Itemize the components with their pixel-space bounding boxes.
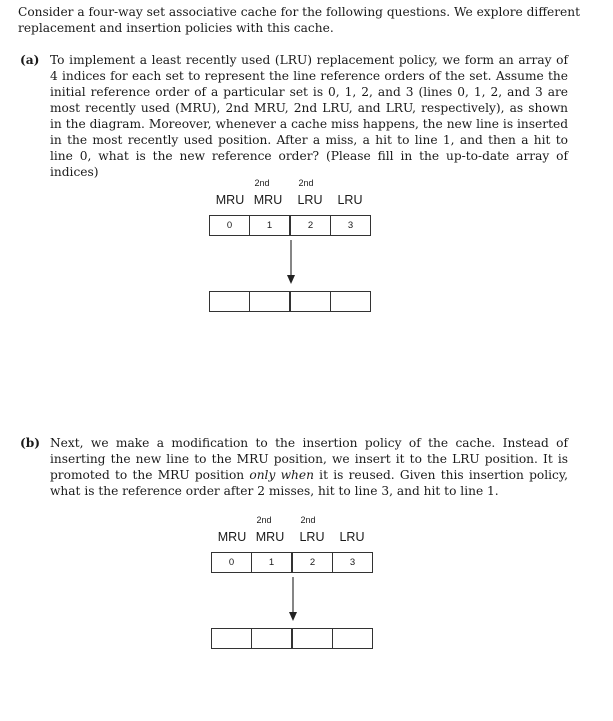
answer-cell[interactable]: [290, 291, 331, 312]
part-b-text-1: Next, we make a modification to the insertion policy of the cache. Instead of inserting the new line to the MRU position, we insert it to the LRU position. It is promoted to the MRU position: [50, 436, 568, 482]
header-2nd-mru: MRU: [253, 193, 283, 207]
down-arrow-icon: [287, 577, 299, 623]
sup-label-2nd-mru: 2nd: [254, 178, 270, 188]
down-arrow-icon: [285, 240, 297, 286]
index-cell: 2: [292, 552, 333, 573]
part-a-label: (a): [20, 53, 40, 67]
index-cell: 1: [249, 215, 290, 236]
answer-cell[interactable]: [251, 628, 292, 649]
sup-label-2nd-lru: 2nd: [298, 178, 314, 188]
part-a: [20, 52, 568, 180]
sup-label-2nd-lru: 2nd: [300, 515, 316, 525]
answer-cell[interactable]: [249, 291, 290, 312]
answer-cell[interactable]: [292, 628, 333, 649]
answer-cell[interactable]: [209, 291, 250, 312]
part-b-emphasis: only when: [249, 468, 314, 482]
diagram-b: [208, 513, 388, 673]
header-lru: LRU: [337, 193, 363, 207]
header-2nd-lru: LRU: [297, 193, 323, 207]
answer-cell[interactable]: [211, 628, 252, 649]
index-cell: 2: [290, 215, 331, 236]
index-cell: 0: [211, 552, 252, 573]
part-b: [20, 435, 568, 499]
answer-cell[interactable]: [332, 628, 373, 649]
answer-cell[interactable]: [330, 291, 371, 312]
part-b-label: (b): [20, 436, 41, 450]
header-2nd-mru: MRU: [255, 530, 285, 544]
part-b-text-2: it is reused. Given this insertion policy, what is the reference order after 2 misses, hit to line 3, and hit to line 1.: [50, 468, 569, 498]
sup-label-2nd-mru: 2nd: [256, 515, 272, 525]
index-cell: 3: [330, 215, 371, 236]
header-lru: LRU: [339, 530, 365, 544]
header-mru: MRU: [215, 193, 245, 207]
part-b-text: [50, 435, 568, 499]
part-a-text: To implement a least recently used (LRU) replacement policy, we form an array of 4 indices for each set to represent the line reference orders of the set. Assume the initial reference order of a particular set is 0, 1, 2, and 3 (lines 0, 1, 2, and 3 are most recently used (MRU), 2nd MRU, 2nd LRU, and LRU, respectively), as shown in the diagram. Moreover, whenever a cache miss happens, the new line is inserted in the most recently used position. After a miss, a hit to line 1, and then a hit to line 0, what is the new reference order? (Please fill in the up-to-date array of indices): [50, 53, 568, 179]
diagram-a: [206, 176, 386, 336]
header-2nd-lru: LRU: [299, 530, 325, 544]
intro-paragraph: Consider a four-way set associative cache for the following questions. We explore different replacement and insertion policies with this cache.: [18, 5, 580, 35]
header-mru: MRU: [217, 530, 247, 544]
index-cell: 0: [209, 215, 250, 236]
index-cell: 3: [332, 552, 373, 573]
index-cell: 1: [251, 552, 292, 573]
